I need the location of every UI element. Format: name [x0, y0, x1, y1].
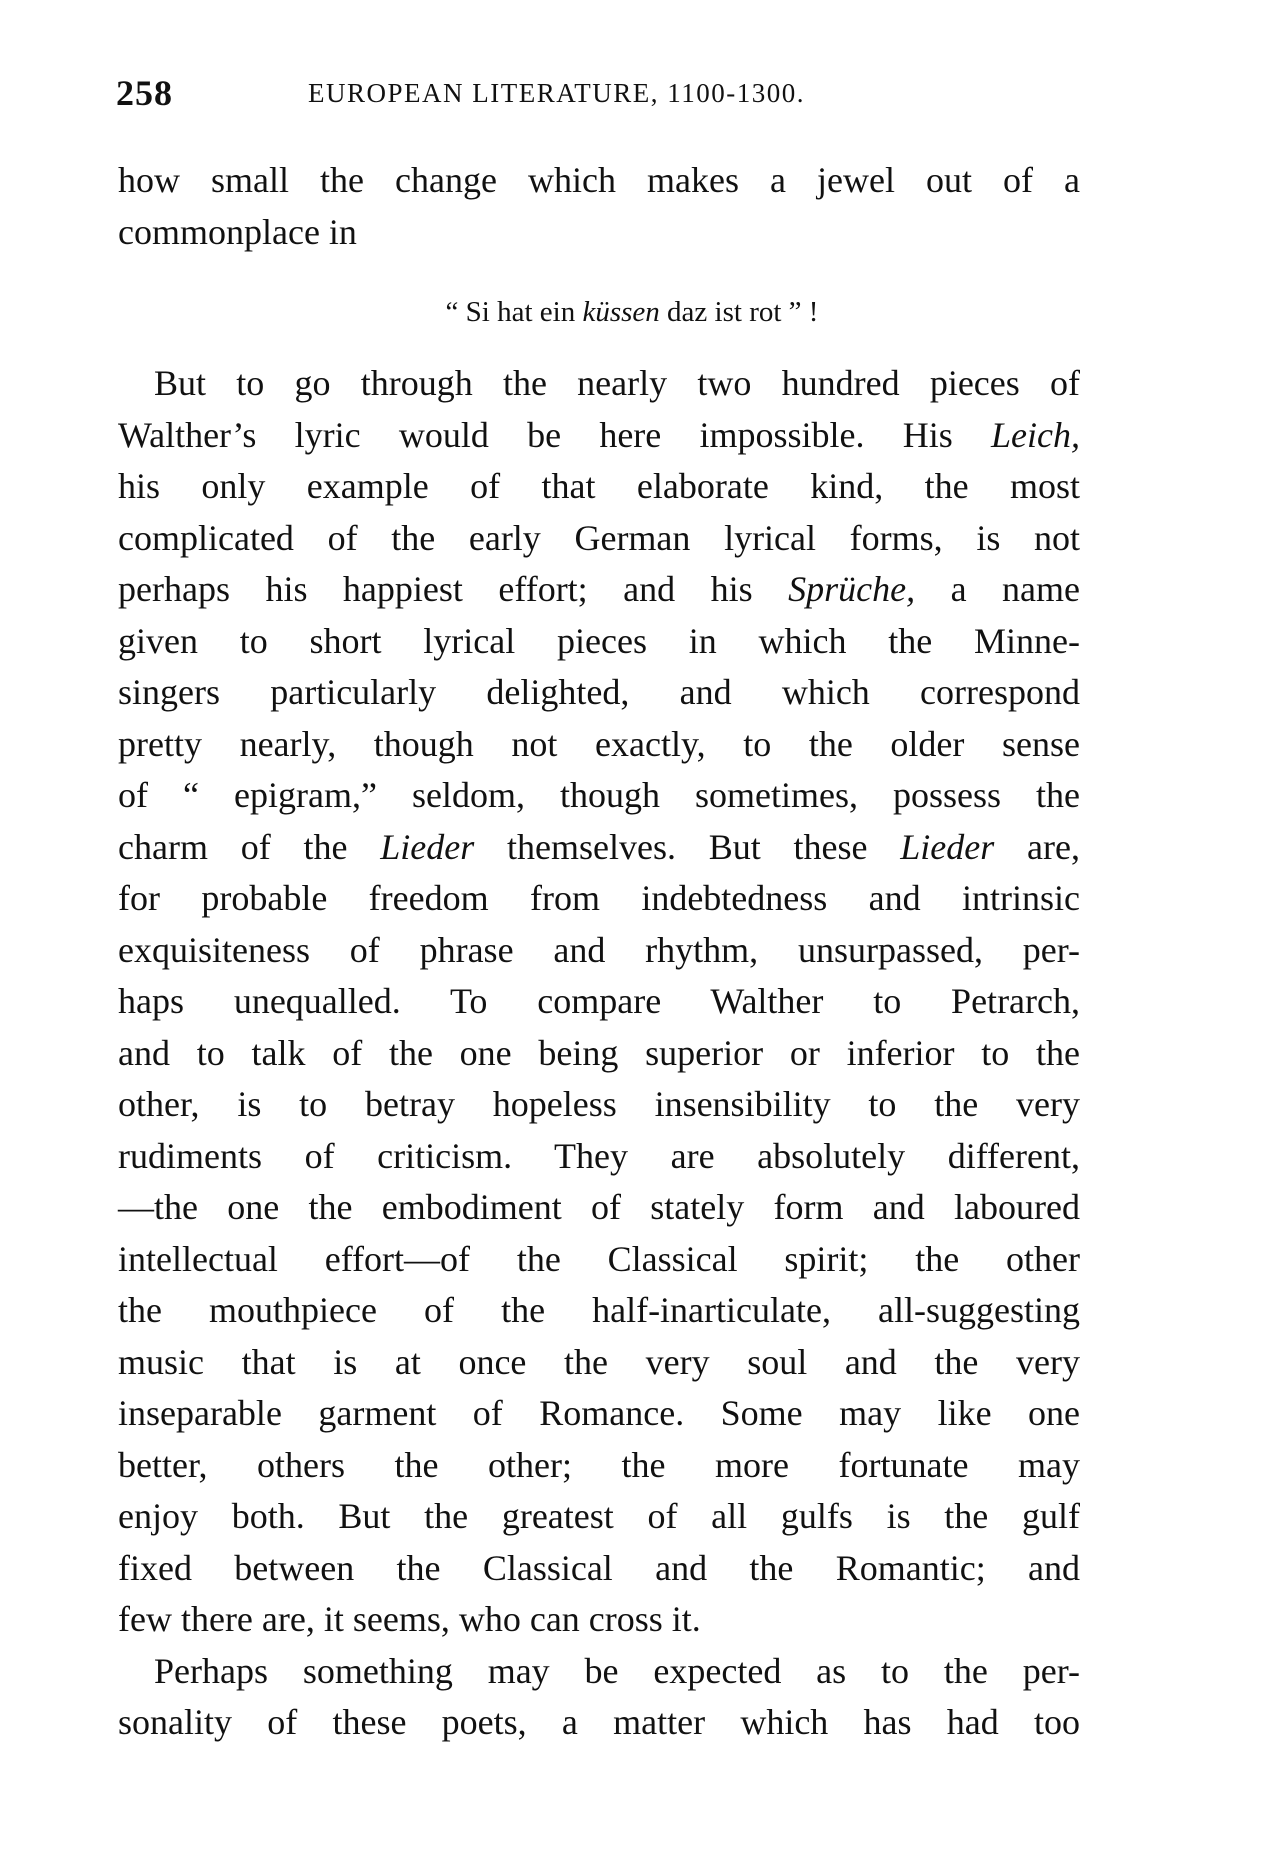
- text-line: [118, 925, 1080, 977]
- running-title: EUROPEAN LITERATURE, 1100-1300.: [308, 78, 805, 108]
- quote-text-close: daz ist rot ” !: [659, 296, 819, 328]
- text-segment: and to talk of the one being superior or inferior to the: [118, 1032, 1080, 1073]
- text-segment: haps unequalled. To compare Walther to Petrarch,: [118, 981, 1080, 1021]
- italic-text: Leich,: [991, 414, 1080, 455]
- quote-text-open: “ Si hat ein: [445, 296, 583, 328]
- text-line: [118, 770, 1080, 822]
- text-line: [118, 1131, 1080, 1183]
- text-segment: sonality of these poets, a matter which has had too: [118, 1702, 1080, 1742]
- text-segment: pretty nearly, though not exactly, to the older sense: [118, 723, 1080, 764]
- text-line: [118, 155, 1080, 207]
- text-line: [118, 976, 1080, 1028]
- text-segment: the mouthpiece of the half-inarticulate, all-suggesting: [118, 1290, 1080, 1330]
- text-line: [118, 1646, 1080, 1698]
- text-segment: singers particularly delighted, and which correspond: [118, 672, 1080, 712]
- quote-italic-word: küssen: [582, 296, 660, 328]
- text-line: [118, 1440, 1080, 1492]
- text-line: [118, 461, 1080, 513]
- text-segment: given to short lyrical pieces in which the Minne-: [118, 620, 1080, 661]
- text-line: [118, 358, 1080, 410]
- text-segment: charm of the: [118, 826, 381, 867]
- text-segment: perhaps his happiest effort; and his: [118, 569, 789, 609]
- intro-paragraph: [118, 155, 1080, 258]
- text-line: [118, 1234, 1080, 1286]
- quotation: [0, 292, 1264, 332]
- text-line: [118, 1543, 1080, 1595]
- text-line: [118, 1182, 1080, 1234]
- text-line: [118, 1491, 1080, 1543]
- text-segment: themselves. But these: [474, 826, 901, 867]
- text-segment: Perhaps something may be expected as to the per-: [154, 1650, 1080, 1691]
- text-line: [118, 1337, 1080, 1389]
- text-line: [118, 1079, 1080, 1131]
- text-segment: inseparable garment of Romance. Some may like one: [118, 1393, 1080, 1433]
- text-segment: how small the change which makes a jewel out of a: [118, 160, 1080, 200]
- text-segment: few there are, it seems, who can cross it.: [118, 1599, 701, 1639]
- italic-text: Lieder: [380, 826, 475, 867]
- text-segment: his only example of that elaborate kind, the most: [118, 466, 1080, 506]
- text-segment: —the one the embodiment of stately form and laboured: [118, 1187, 1080, 1227]
- text-segment: But to go through the nearly two hundred pieces of: [154, 363, 1080, 403]
- page-number: 258: [116, 73, 173, 113]
- text-line: [118, 616, 1080, 668]
- text-segment: Walther’s lyric would be here impossible. His: [118, 414, 992, 455]
- text-segment: music that is at once the very soul and the very: [118, 1341, 1080, 1382]
- text-segment: intellectual effort—of the Classical spirit; the other: [118, 1238, 1080, 1279]
- text-segment: exquisiteness of phrase and rhythm, unsurpassed, per-: [118, 929, 1080, 970]
- italic-text: Sprüche,: [788, 569, 916, 609]
- text-line: [118, 1388, 1080, 1440]
- text-segment: enjoy both. But the greatest of all gulfs is the gulf: [118, 1496, 1080, 1536]
- text-line: [118, 719, 1080, 771]
- text-line: [118, 667, 1080, 719]
- italic-text: Lieder: [900, 826, 995, 867]
- text-segment: better, others the other; the more fortunate may: [118, 1444, 1080, 1485]
- text-segment: fixed between the Classical and the Romantic; and: [118, 1547, 1080, 1588]
- text-line: [118, 513, 1080, 565]
- text-line: [118, 822, 1080, 874]
- text-line: [118, 873, 1080, 925]
- text-line: [118, 1028, 1080, 1080]
- text-line: [118, 564, 1080, 616]
- text-line: [118, 1285, 1080, 1337]
- text-segment: are,: [994, 826, 1080, 867]
- text-segment: complicated of the early German lyrical forms, is not: [118, 517, 1080, 558]
- text-segment: a name: [915, 569, 1080, 609]
- text-segment: of “ epigram,” seldom, though sometimes, possess the: [118, 775, 1080, 815]
- text-line: [118, 410, 1080, 462]
- text-line: [118, 207, 1080, 259]
- text-segment: for probable freedom from indebtedness and intrinsic: [118, 878, 1080, 918]
- text-segment: rudiments of criticism. They are absolutely different,: [118, 1135, 1080, 1176]
- text-segment: other, is to betray hopeless insensibility to the very: [118, 1084, 1080, 1124]
- body-text: [118, 358, 1080, 1749]
- text-segment: commonplace in: [118, 211, 357, 252]
- text-line: [118, 1697, 1080, 1749]
- text-line: [118, 1594, 1080, 1646]
